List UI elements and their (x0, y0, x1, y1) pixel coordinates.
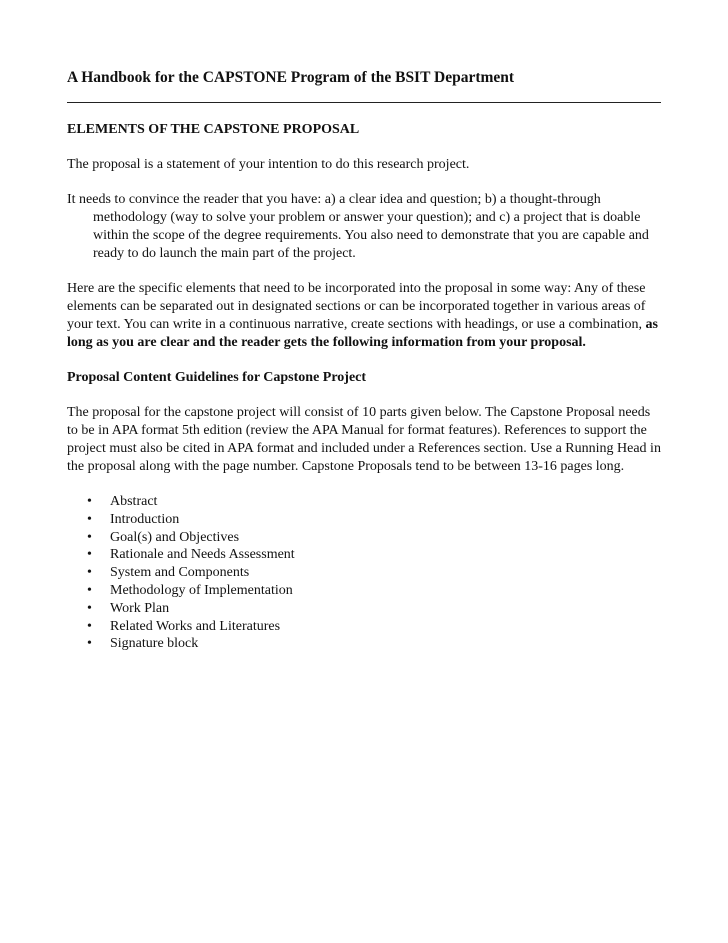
list-item-label: Abstract (110, 494, 158, 509)
list-item (67, 635, 661, 653)
bullet-icon: • (87, 582, 92, 598)
bullet-icon: • (87, 547, 92, 563)
list-item-label: Goal(s) and Objectives (110, 529, 240, 545)
list-item (67, 600, 661, 618)
list-item (67, 511, 661, 529)
bullet-icon: • (87, 636, 92, 652)
bullet-icon: • (87, 494, 92, 509)
document-page (67, 66, 661, 653)
list-item (67, 529, 661, 547)
proposal-parts-list (67, 493, 661, 653)
list-item (67, 493, 661, 511)
list-item (67, 582, 661, 600)
list-item-label: Related Works and Literatures (110, 618, 281, 634)
bullet-icon: • (87, 565, 92, 581)
bullet-icon: • (87, 618, 92, 634)
list-item-label: Signature block (110, 636, 199, 652)
section-heading: ELEMENTS OF THE CAPSTONE PROPOSAL (67, 122, 360, 137)
list-item-label: System and Components (110, 565, 250, 581)
guidelines-paragraph: The proposal for the capstone project will consist of 10 parts given below. The Capstone Proposal needs to be in APA format 5th edition (review the APA Manual for format features). References to support the project must also be cited in APA format and included under a References section. Use a Running Head in the proposal along with the page number. Capstone Proposals tend to be between 13-16 pages long. (67, 405, 661, 474)
list-item (67, 546, 661, 564)
list-item-label: Methodology of Implementation (110, 582, 293, 598)
bullet-icon: • (87, 529, 92, 545)
guidelines-heading: Proposal Content Guidelines for Capstone Project (67, 370, 367, 385)
list-item-label: Work Plan (110, 600, 170, 616)
elements-paragraph-text: Here are the specific elements that need to be incorporated into the proposal in some way: Any of these elements can be separated out in designated sections or can be incorporated together in various areas of your text. You can write in a continuous narrative, create sections with headings, or use a combination, (67, 281, 646, 332)
list-item-label: Introduction (110, 511, 180, 527)
list-item-label: Rationale and Needs Assessment (110, 547, 295, 563)
header-divider (67, 102, 661, 103)
list-item (67, 618, 661, 636)
handbook-header-title: A Handbook for the CAPSTONE Program of the BSIT Department (67, 69, 515, 86)
list-item (67, 564, 661, 582)
bullet-icon: • (87, 511, 92, 527)
intro-paragraph: The proposal is a statement of your intention to do this research project. (67, 157, 470, 172)
elements-paragraph (67, 280, 661, 352)
elements-paragraph-emphasis: as long as you are clear and the reader gets the following information from your proposal. (67, 317, 658, 350)
bullet-icon: • (87, 600, 92, 616)
convince-paragraph: It needs to convince the reader that you have: a) a clear idea and question; b) a thought-through methodology (way to solve your problem or answer your question); and c) a project that is doable within the scope of the degree requirements. You also need to demonstrate that you are capable and ready to do launch the main part of the project. (67, 192, 649, 261)
